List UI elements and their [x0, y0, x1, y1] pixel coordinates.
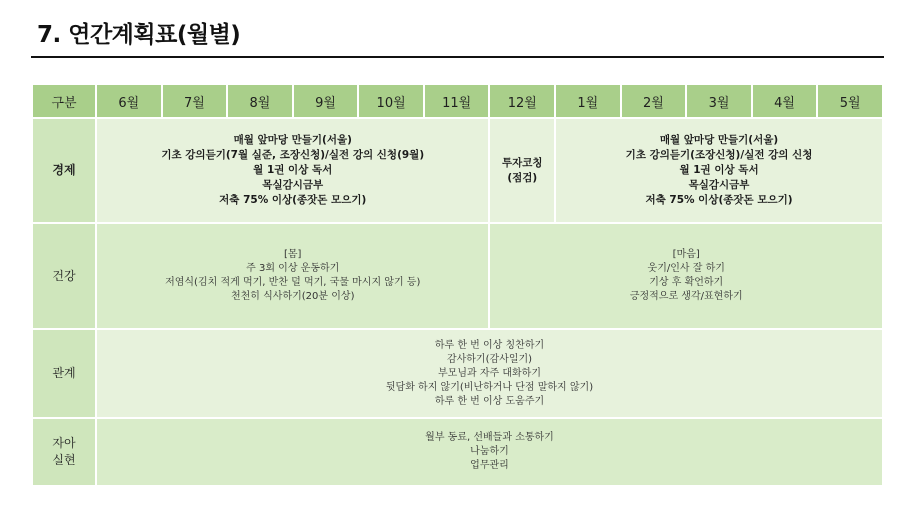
plan-line: 부모님과 자주 대화하기	[438, 367, 541, 379]
plan-line: 월 1권 이상 독서	[679, 164, 759, 176]
header-month: 9월	[293, 84, 359, 118]
plan-line: 저축 75% 이상(종잣돈 모으기)	[645, 194, 793, 206]
plan-line: 감사하기(감사일기)	[446, 353, 533, 365]
plan-line: 나눔하기	[470, 446, 509, 457]
health-body-plan	[96, 223, 489, 329]
header-row	[32, 84, 883, 118]
plan-line: 기상 후 확언하기	[649, 277, 724, 288]
self-realization-plan	[96, 418, 883, 486]
plan-line: 저축 75% 이상(종잣돈 모으기)	[219, 194, 367, 206]
header-month: 12월	[489, 84, 555, 118]
plan-line: 업무관리	[470, 460, 509, 471]
plan-line: 매월 앞마당 만들기(서울)	[233, 134, 352, 146]
self-realization-row	[32, 418, 883, 486]
plan-line: 하루 한 번 이상 도움주기	[434, 395, 545, 407]
header-month: 7월	[162, 84, 228, 118]
header-category: 구분	[32, 84, 96, 118]
health-mind-plan	[489, 223, 883, 329]
header-month: 1월	[555, 84, 621, 118]
plan-line: 긍정적으로 생각/표현하기	[629, 291, 743, 302]
relationship-row	[32, 329, 883, 418]
economy-plan-jan-may	[555, 118, 883, 223]
row-label-self-realization	[32, 418, 96, 486]
header-month: 3월	[686, 84, 752, 118]
economy-plan-jun-nov	[96, 118, 489, 223]
header-month: 4월	[752, 84, 818, 118]
row-label-health: 건강	[32, 223, 96, 329]
plan-line: 투자코칭	[501, 156, 543, 169]
header-month: 5월	[817, 84, 883, 118]
economy-plan-dec	[489, 118, 555, 223]
row-label-economy: 경제	[32, 118, 96, 223]
plan-line: 웃기/인사 잘 하기	[647, 263, 725, 274]
plan-line: 주 3회 이상 운동하기	[246, 263, 340, 274]
plan-line: 천천히 식사하기(20분 이상)	[230, 291, 355, 302]
plan-line: 매월 앞마당 만들기(서울)	[659, 134, 779, 146]
header-month: 10월	[358, 84, 424, 118]
plan-line: 뒷담화 하지 않기(비난하거나 단점 말하지 않기)	[385, 381, 594, 393]
page-title: 7. 연간계획표(월별)	[37, 22, 241, 48]
row-label-line: 실현	[52, 453, 76, 467]
plan-line: (점검)	[507, 171, 538, 184]
relationship-plan	[96, 329, 883, 418]
plan-line: 월부 동료, 선배들과 소통하기	[425, 432, 554, 443]
plan-line: [몸]	[284, 249, 302, 260]
plan-line: 기초 강의듣기(7월 실준, 조장신청)/실전 강의 신청(9월)	[161, 149, 425, 161]
annual-plan-table	[31, 83, 884, 487]
row-label-relationship: 관계	[32, 329, 96, 418]
plan-line: 저염식(김치 적게 먹기, 반찬 덜 먹기, 국물 마시지 않기 등)	[165, 277, 421, 288]
plan-line: [마음]	[672, 249, 700, 260]
header-month: 2월	[621, 84, 687, 118]
health-row	[32, 223, 883, 329]
economy-row	[32, 118, 883, 223]
plan-line: 월 1권 이상 독서	[253, 164, 333, 176]
header-month: 11월	[424, 84, 490, 118]
header-month: 8월	[227, 84, 293, 118]
plan-line: 기초 강의듣기(조장신청)/실전 강의 신청	[625, 149, 813, 161]
header-month: 6월	[96, 84, 162, 118]
plan-line: 목실감시금부	[262, 179, 324, 191]
plan-line: 하루 한 번 이상 칭찬하기	[434, 339, 545, 351]
title-divider	[31, 56, 884, 58]
plan-line: 목실감시금부	[688, 179, 750, 191]
row-label-line: 자아	[52, 436, 76, 450]
